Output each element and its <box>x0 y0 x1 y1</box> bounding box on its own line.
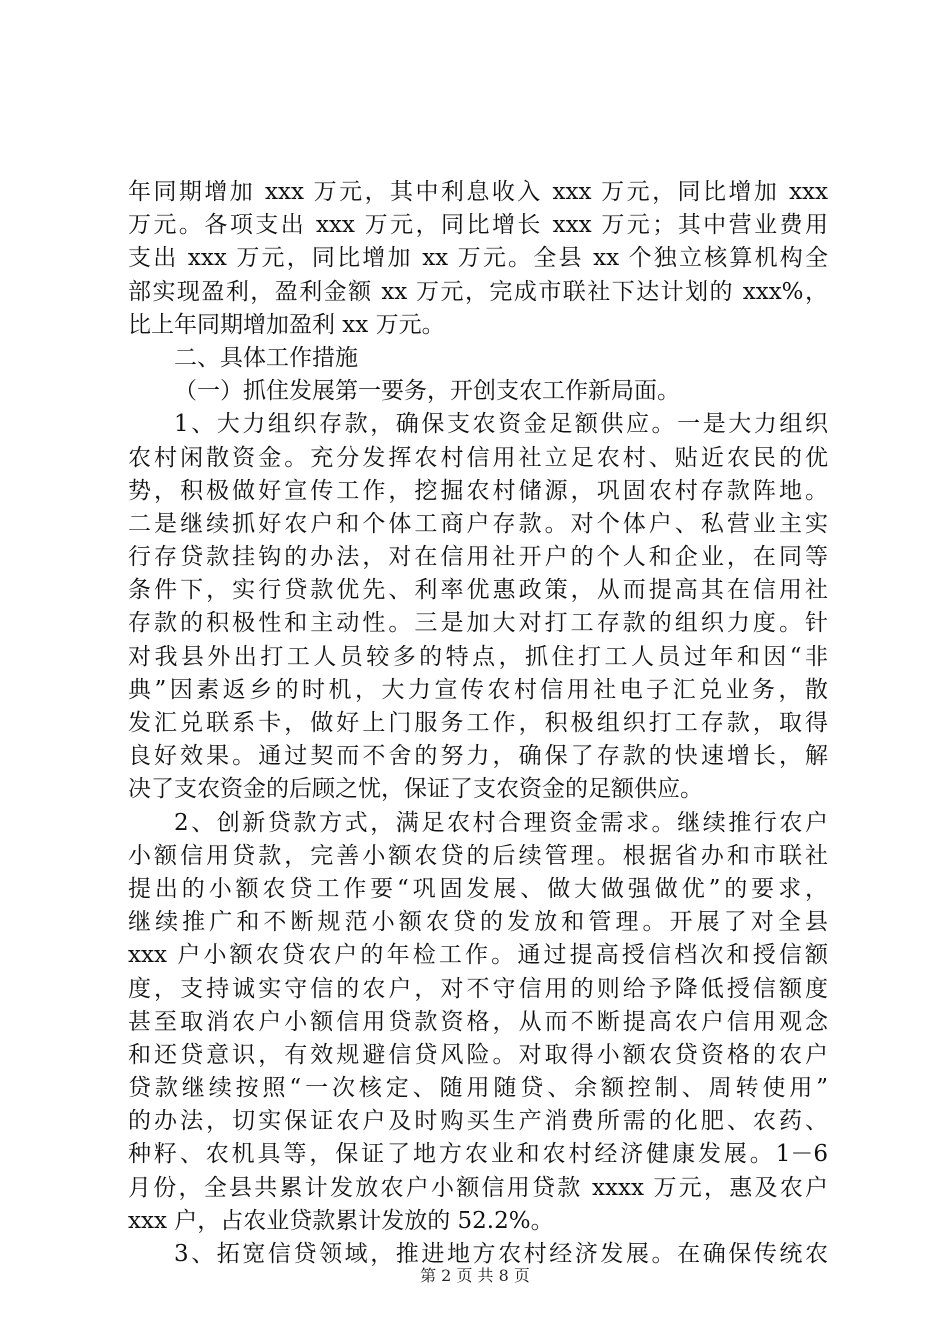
text-line: 行存贷款挂钩的办法，对在信用社开户的个人和企业，在同等 <box>128 544 828 571</box>
text-line: 发汇兑联系卡，做好上门服务工作，积极组织打工存款，取得 <box>128 710 828 736</box>
text-line: （一）抓住发展第一要务，开创支农工作新局面。 <box>174 378 680 405</box>
text-line: 二是继续抓好农户和个体工商户存款。对个体户、私营业主实 <box>128 510 828 537</box>
text-line: 小额信用贷款，完善小额农贷的后续管理。根据省办和市联社 <box>128 842 828 869</box>
text-line: 3、拓宽信贷领域，推进地方农村经济发展。在确保传统农 <box>174 1241 828 1267</box>
text-line: 月份，全县共累计发放农户小额信用贷款 xxxx 万元，惠及农户 <box>128 1174 828 1201</box>
text-line: 种籽、农机具等，保证了地方农业和农村经济健康发展。1－6 <box>128 1141 828 1168</box>
text-line: 对我县外出打工人员较多的特点，抓住打工人员过年和因“非 <box>128 643 828 670</box>
text-line: 度，支持诚实守信的农户，对不守信用的则给予降低授信额度 <box>128 975 828 1002</box>
text-line: 2、创新贷款方式，满足农村合理资金需求。继续推行农户 <box>174 809 828 836</box>
text-line: 提出的小额农贷工作要“巩固发展、做大做强做优”的要求， <box>128 875 828 902</box>
text-line: 年同期增加 xxx 万元，其中利息收入 xxx 万元，同比增加 xxx <box>128 179 828 205</box>
text-line: 二、具体工作措施 <box>174 344 358 371</box>
text-line: 甚至取消农户小额信用贷款资格，从而不断提高农户信用观念 <box>128 1008 828 1035</box>
text-line: 势，积极做好宣传工作，挖掘农村储源，巩固农村存款阵地。 <box>128 477 828 504</box>
document-body <box>128 176 828 1271</box>
page-footer: 第 2 页 共 8 页 <box>420 1266 530 1285</box>
text-line: xxx 户，占农业贷款累计发放的 52.2%。 <box>128 1207 554 1234</box>
text-line: 和还贷意识，有效规避信贷风险。对取得小额农贷资格的农户 <box>128 1041 828 1068</box>
text-line: 万元。各项支出 xxx 万元，同比增长 xxx 万元；其中营业费用 <box>128 212 828 239</box>
text-line: 支出 xxx 万元，同比增加 xx 万元。全县 xx 个独立核算机构全 <box>128 245 828 272</box>
text-line: 1、大力组织存款，确保支农资金足额供应。一是大力组织 <box>174 411 828 438</box>
text-line: 农村闲散资金。充分发挥农村信用社立足农村、贴近农民的优 <box>128 444 828 471</box>
text-line: 典”因素返乡的时机，大力宣传农村信用社电子汇兑业务，散 <box>128 676 828 703</box>
text-line: 良好效果。通过契而不舍的努力，确保了存款的快速增长，解 <box>128 743 828 770</box>
text-line: 部实现盈利，盈利金额 xx 万元，完成市联社下达计划的 xxx%， <box>128 278 828 305</box>
text-line: 继续推广和不断规范小额农贷的发放和管理。开展了对全县 <box>128 909 828 936</box>
text-line: xxx 户小额农贷农户的年检工作。通过提高授信档次和授信额 <box>128 942 828 969</box>
text-line: 决了支农资金的后顾之忧，保证了支农资金的足额供应。 <box>128 776 703 803</box>
text-line: 贷款继续按照“一次核定、随用随贷、余额控制、周转使用” <box>128 1075 828 1102</box>
text-line: 的办法，切实保证农户及时购买生产消费所需的化肥、农药、 <box>128 1108 828 1135</box>
text-line: 条件下，实行贷款优先、利率优惠政策，从而提高其在信用社 <box>128 577 828 604</box>
text-line: 存款的积极性和主动性。三是加大对打工存款的组织力度。针 <box>128 610 828 637</box>
text-line: 比上年同期增加盈利 xx 万元。 <box>128 311 445 338</box>
